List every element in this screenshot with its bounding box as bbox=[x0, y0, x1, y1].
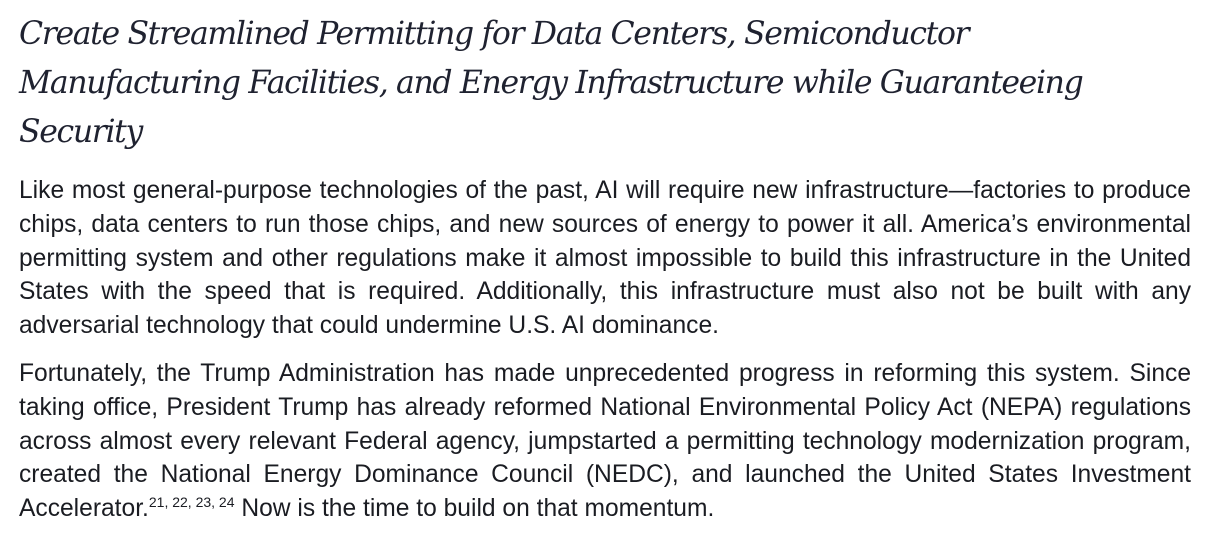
body-paragraph-2 bbox=[19, 357, 1191, 526]
paragraph-2-text-after: Now is the time to build on that momentum. bbox=[234, 495, 715, 523]
section-heading: Create Streamlined Permitting for Data Centers, Semiconductor Manufacturing Facilities, and Energy Infrastructure while Guaranteeing Security bbox=[19, 16, 1083, 150]
body-paragraph-1: Like most general-purpose technologies of the past, AI will require new infrastructure—factories to produce chips, data centers to run those chips, and new sources of energy to power it all. America’s environmental permitting system and other regulations make it almost impossible to build this infrastructure in the United States with the speed that is required. Additionally, this infrastructure must also not be built with any adversarial technology that could undermine U.S. AI dominance. bbox=[19, 177, 1191, 340]
document-page bbox=[19, 10, 1191, 540]
paragraph-2-text-before: Fortunately, the Trump Administration has made unprecedented progress in reforming this system. Since taking office, President Trump has already reformed National Environmental Policy Act (NEPA) regulations across almost every relevant Federal agency, jumpstarted a permitting technology modernization program, created the National Energy Dominance Council (NEDC), and launched the United States Investment Accelerator. bbox=[19, 359, 1191, 523]
footnote-references[interactable]: 21, 22, 23, 24 bbox=[148, 494, 235, 511]
